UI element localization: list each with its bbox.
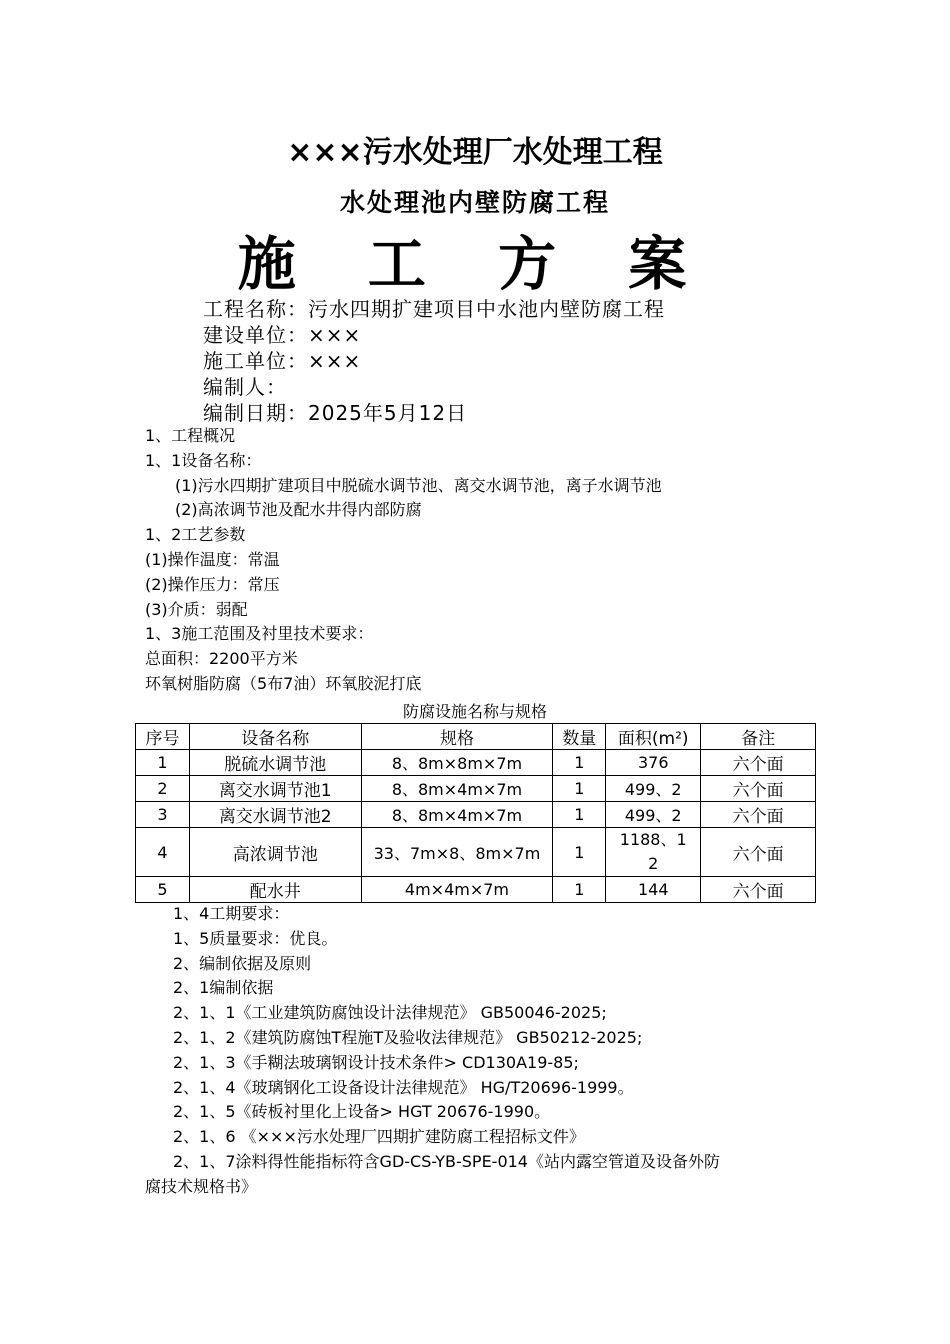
cell-quantity: 1 — [553, 750, 606, 776]
document-title: 施 工 方 案 — [237, 230, 713, 298]
info-project-name: 工程名称：污水四期扩建项目中水池内壁防腐工程 — [203, 297, 665, 321]
column-header: 数量 — [553, 724, 606, 750]
parameter-item: (2)操作压力：常压 — [145, 574, 280, 594]
table-row — [136, 802, 816, 828]
cell-note: 六个面 — [701, 828, 816, 877]
cell-quantity: 1 — [553, 802, 606, 828]
text-line: 2、1编制依据 — [173, 978, 274, 998]
cell-spec: 8、8m×8m×7m — [361, 750, 553, 776]
column-header: 备注 — [701, 724, 816, 750]
cell-quantity: 1 — [553, 776, 606, 802]
cell-area: 499、2 — [606, 802, 701, 828]
project-info-block — [203, 296, 665, 426]
column-header: 序号 — [136, 724, 190, 750]
cell-note: 六个面 — [701, 802, 816, 828]
reference-line: 2、1、6 《×××污水处理厂四期扩建防腐工程招标文件》 — [173, 1127, 585, 1147]
cell-area-text: 1188、12 — [619, 830, 687, 873]
cell-note: 六个面 — [701, 877, 816, 903]
cell-spec: 8、8m×4m×7m — [361, 776, 553, 802]
reference-line: 2、1、5《砖板衬里化上设备> HGT 20676-1990。 — [173, 1102, 551, 1122]
cell-note: 六个面 — [701, 750, 816, 776]
cell-area: 376 — [606, 750, 701, 776]
cell-equipment: 离交水调节池2 — [189, 802, 361, 828]
text-line: 1、4工期要求： — [173, 904, 290, 923]
text-line: 1、5质量要求：优良。 — [173, 928, 338, 948]
table-header-row — [136, 724, 816, 750]
reference-line: 2、1、7涂料得性能指标符含GD-CS-YB-SPE-014《站内露空管道及设备外防 — [173, 1151, 720, 1171]
text-line: 2、编制依据及原则 — [173, 953, 312, 973]
subsection-heading: 1、1设备名称： — [145, 450, 262, 470]
cell-note: 六个面 — [701, 776, 816, 802]
cell-index: 2 — [136, 776, 190, 802]
equipment-item: (2)高浓调节池及配水井得内部防腐 — [175, 500, 422, 520]
cell-equipment: 配水井 — [189, 877, 361, 903]
info-contractor: 施工单位：××× — [203, 349, 362, 373]
info-date: 编制日期：2025年5月12日 — [203, 401, 468, 425]
cell-quantity: 1 — [553, 828, 606, 877]
cell-spec: 4m×4m×7m — [361, 877, 553, 903]
cell-quantity: 1 — [553, 877, 606, 903]
cell-area: 144 — [606, 877, 701, 903]
cell-area: 499、2 — [606, 776, 701, 802]
cell-equipment: 脱硫水调节池 — [189, 750, 361, 776]
column-header: 规格 — [361, 724, 553, 750]
table-row — [136, 776, 816, 802]
cell-equipment: 高浓调节池 — [189, 828, 361, 877]
cell-index: 3 — [136, 802, 190, 828]
reference-line: 2、1、2《建筑防腐蚀T程施T及验收法律规范》 GB50212-2025; — [173, 1027, 643, 1047]
cell-spec: 33、7m×8、8m×7m — [361, 828, 553, 877]
reference-line: 2、1、4《玻璃钢化工设备设计法律规范》 HG/T20696-1999。 — [173, 1077, 634, 1097]
project-title: ×××污水处理厂水处理工程 — [287, 135, 663, 170]
scope-item: 环氧树脂防腐（5布7油）环氧胶泥打底 — [145, 673, 422, 693]
table-caption: 防腐设施名称与规格 — [402, 702, 547, 721]
cell-index: 1 — [136, 750, 190, 776]
reference-line: 2、1、1《工业建筑防腐蚀设计法律规范》 GB50046-2025; — [173, 1003, 607, 1023]
section-overview — [145, 424, 825, 697]
column-header: 面积(m²) — [606, 724, 701, 750]
reference-line: 2、1、3《手糊法玻璃钢设计技术条件> CD130A19-85; — [173, 1052, 579, 1072]
facility-spec-table — [135, 723, 816, 903]
parameter-item: (3)介质：弱配 — [145, 599, 248, 619]
cell-spec: 8、8m×4m×7m — [361, 802, 553, 828]
equipment-item: (1)污水四期扩建项目中脱硫水调节池、离交水调节池，离子水调节池 — [175, 475, 662, 495]
column-header: 设备名称 — [189, 724, 361, 750]
info-owner: 建设单位：××× — [203, 323, 362, 347]
info-author: 编制人： — [203, 375, 287, 399]
section-requirements-and-basis — [145, 902, 835, 1200]
table-row — [136, 750, 816, 776]
parameter-item: (1)操作温度：常温 — [145, 549, 280, 569]
subproject-title: 水处理池内壁防腐工程 — [339, 188, 610, 217]
table-row — [136, 877, 816, 903]
section-heading: 1、工程概况 — [145, 426, 236, 445]
scope-item: 总面积：2200平方米 — [145, 649, 298, 669]
cell-area — [606, 828, 701, 877]
cell-equipment: 离交水调节池1 — [189, 776, 361, 802]
reference-line-continued: 腐技术规格书》 — [145, 1176, 258, 1196]
cell-index: 5 — [136, 877, 190, 903]
subsection-heading: 1、3施工范围及衬里技术要求： — [145, 624, 374, 644]
cell-index: 4 — [136, 828, 190, 877]
subsection-heading: 1、2工艺参数 — [145, 525, 246, 545]
table-row — [136, 828, 816, 877]
